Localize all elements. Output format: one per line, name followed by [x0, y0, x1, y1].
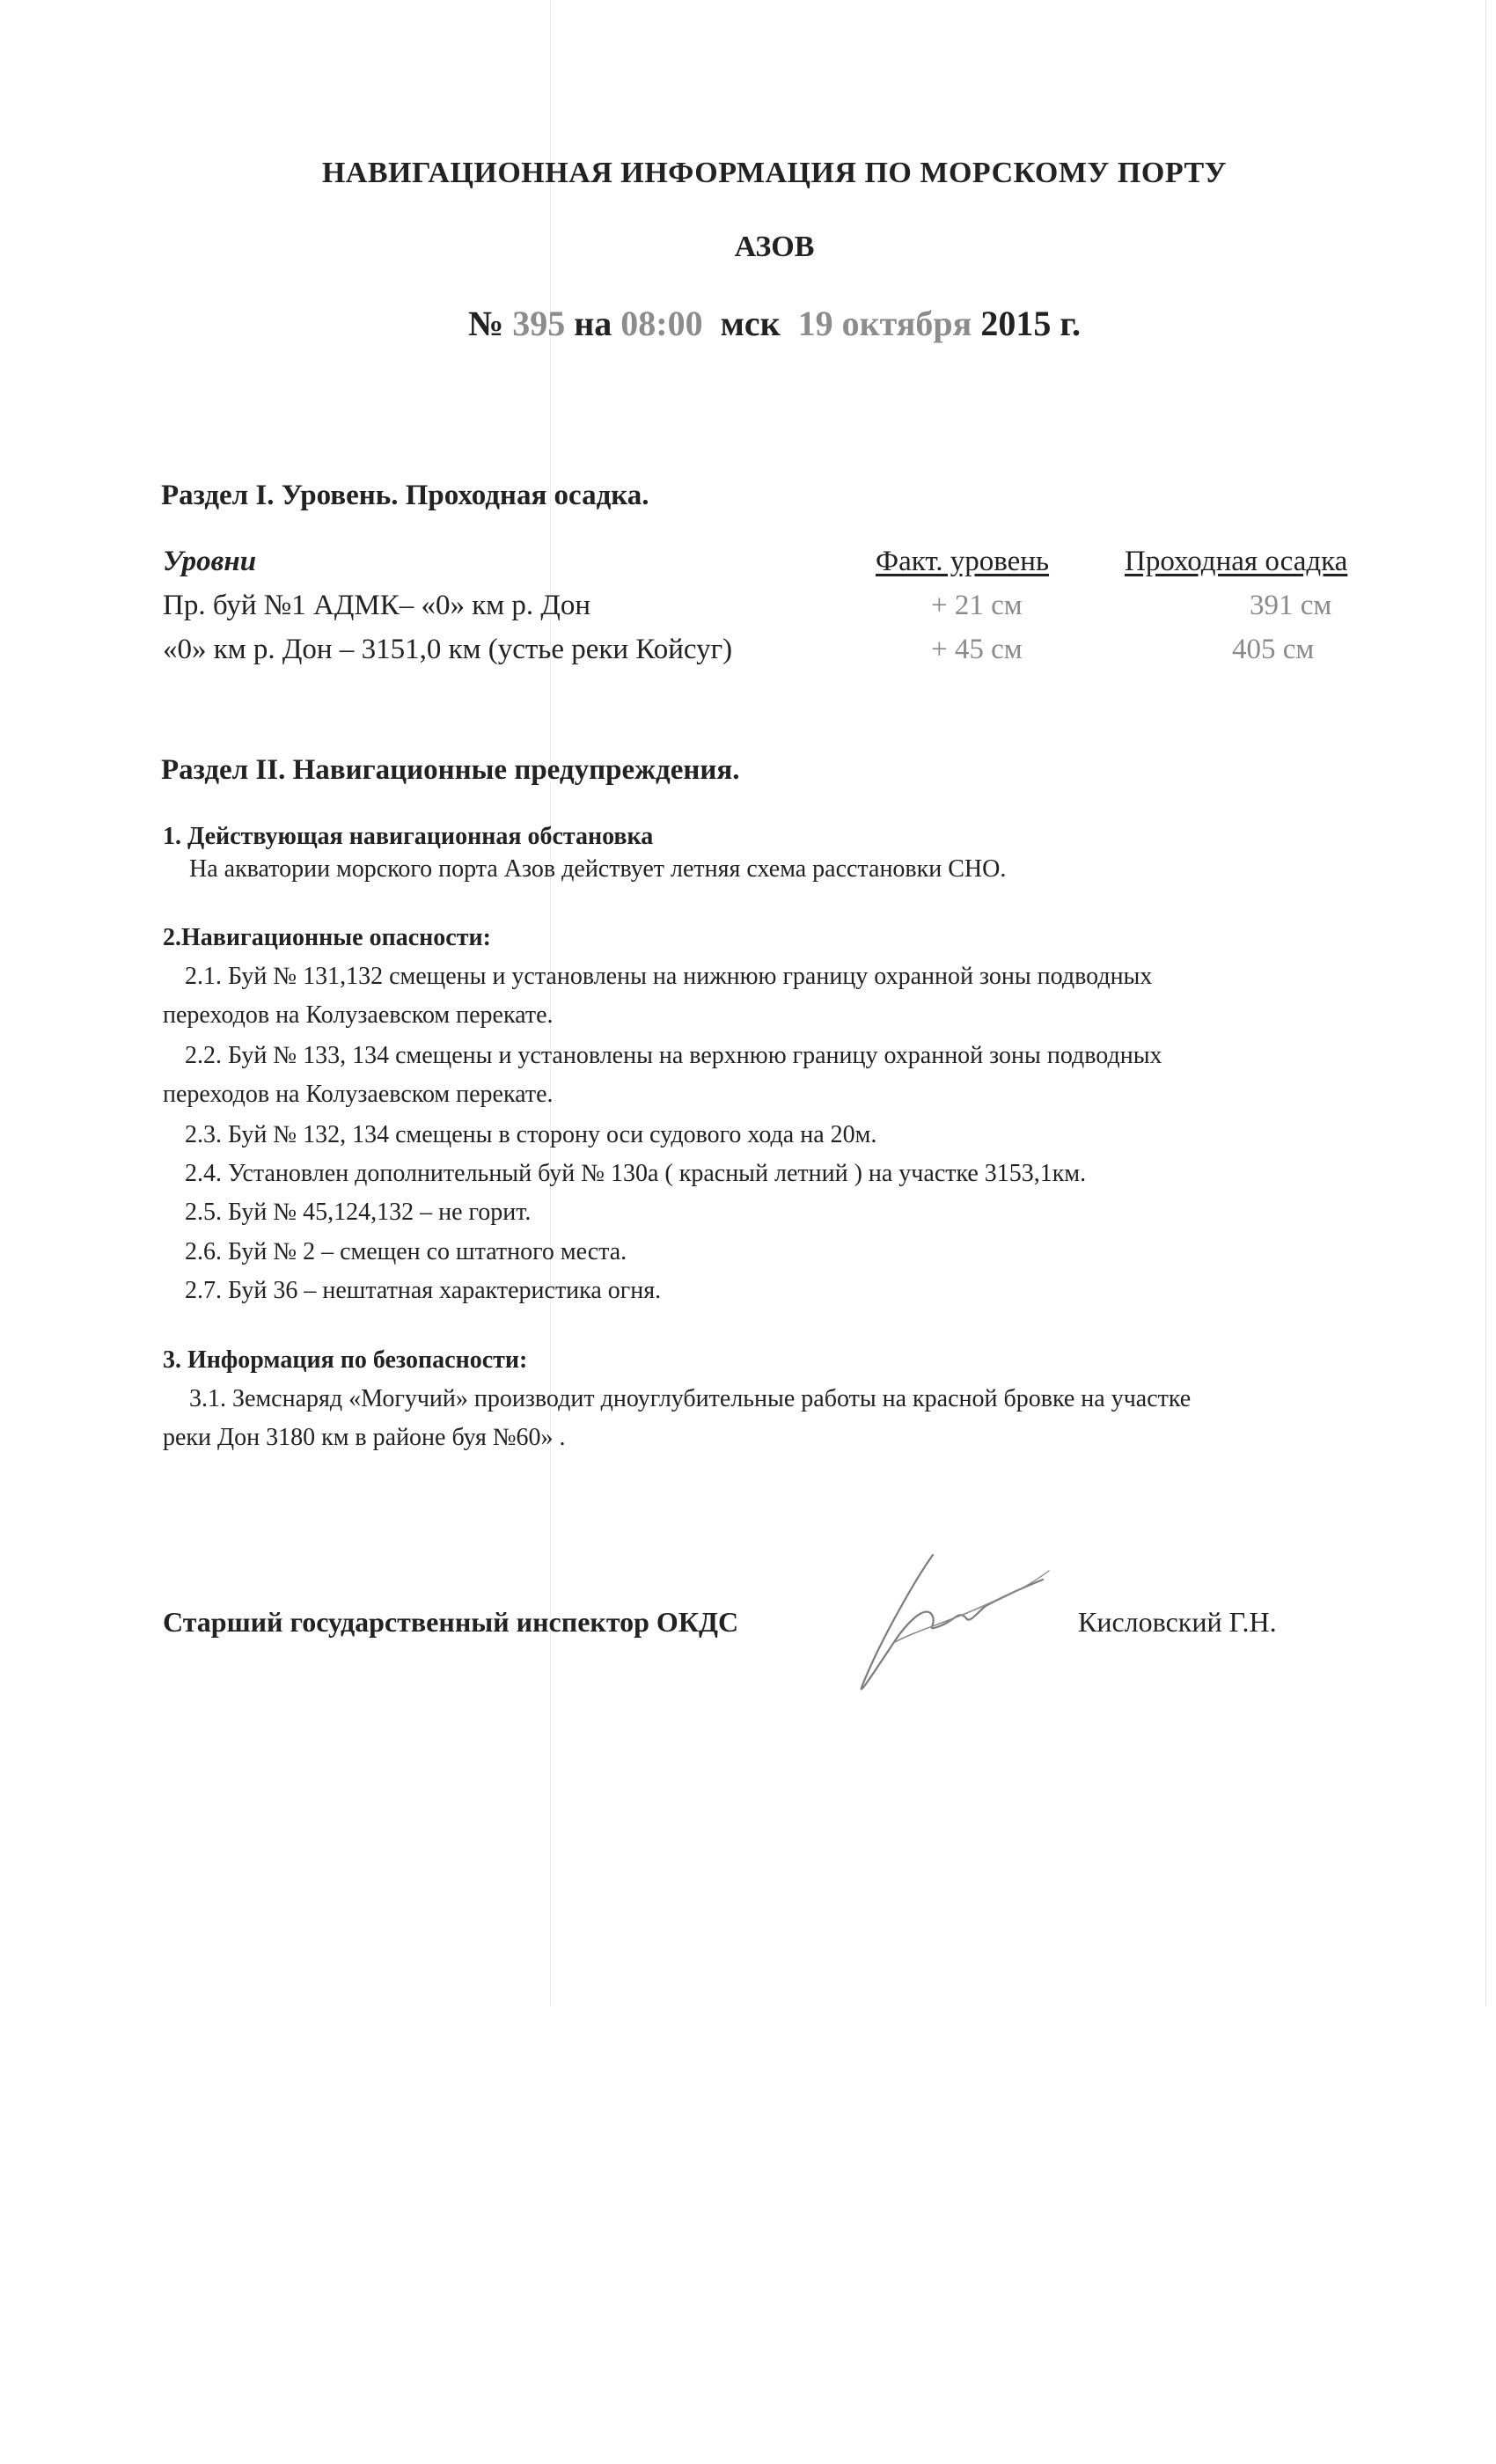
list-item: 2.6. Буй № 2 – смещен со штатного места.: [185, 1238, 627, 1265]
section1-title: Раздел I. Уровень. Проходная осадка.: [161, 480, 649, 511]
subsection3-title: 3. Информация по безопасности:: [163, 1346, 528, 1374]
doc-time: 08:00: [620, 304, 703, 343]
col-header-levels: Уровни: [163, 546, 257, 577]
subsection3-text: 3.1. Земснаряд «Могучий» производит дноуглубительные работы на красной бровке на участке: [189, 1385, 1192, 1412]
col-header-actual-level: Факт. уровень: [876, 546, 1050, 577]
doc-number: 395: [512, 304, 566, 343]
col-header-draft: Проходная осадка: [1125, 546, 1348, 577]
row-level: + 45 см: [931, 634, 1023, 665]
subsection1-title: 1. Действующая навигационная обстановка: [163, 823, 654, 850]
row-place: Пр. буй №1 АДМК– «0» км р. Дон: [163, 590, 591, 621]
list-item: 2.5. Буй № 45,124,132 – не горит.: [185, 1199, 532, 1226]
doc-number-line: [0, 303, 1496, 344]
doc-year: 2015 г.: [980, 304, 1081, 343]
timezone: мск: [720, 304, 781, 343]
list-item: переходов на Колузаевском перекате.: [163, 1081, 554, 1108]
signer-position: Старший государственный инспектор ОКДС: [163, 1606, 739, 1638]
signer-name: Кисловский Г.Н.: [1078, 1606, 1277, 1638]
list-item: 2.4. Установлен дополнительный буй № 130а ( красный летний ) на участке 3153,1км.: [185, 1160, 1087, 1187]
port-name: АЗОВ: [734, 231, 815, 263]
row-draft: 405 см: [1232, 634, 1315, 665]
doc-title: НАВИГАЦИОННАЯ ИНФОРМАЦИЯ ПО МОРСКОМУ ПОРТУ: [321, 157, 1228, 189]
scan-artifact-line: [1485, 0, 1486, 2006]
list-item: 2.7. Буй 36 – нештатная характеристика огня.: [185, 1277, 662, 1304]
doc-date: 19 октября: [797, 304, 972, 343]
subsection1-text: На акватории морского порта Азов действует летняя схема расстановки СНО.: [189, 855, 1007, 883]
handwritten-signature: [845, 1544, 1056, 1707]
row-draft: 391 см: [1250, 590, 1332, 621]
list-item: переходов на Колузаевском перекате.: [163, 1001, 554, 1029]
number-sign: №: [468, 304, 504, 343]
subsection2-title: 2.Навигационные опасности:: [163, 924, 491, 951]
subsection3-text: реки Дон 3180 км в районе буя №60» .: [163, 1424, 566, 1451]
section2-title: Раздел II. Навигационные предупреждения.: [161, 754, 740, 786]
list-item: 2.2. Буй № 133, 134 смещены и установлены на верхнюю границу охранной зоны подводных: [185, 1042, 1162, 1069]
on-word: на: [574, 304, 612, 343]
list-item: 2.1. Буй № 131,132 смещены и установлены на нижнюю границу охранной зоны подводных: [185, 963, 1153, 990]
list-item: 2.3. Буй № 132, 134 смещены в сторону оси судового хода на 20м.: [185, 1121, 877, 1148]
row-place: «0» км р. Дон – 3151,0 км (устье реки Койсуг): [163, 634, 733, 665]
row-level: + 21 см: [931, 590, 1023, 621]
